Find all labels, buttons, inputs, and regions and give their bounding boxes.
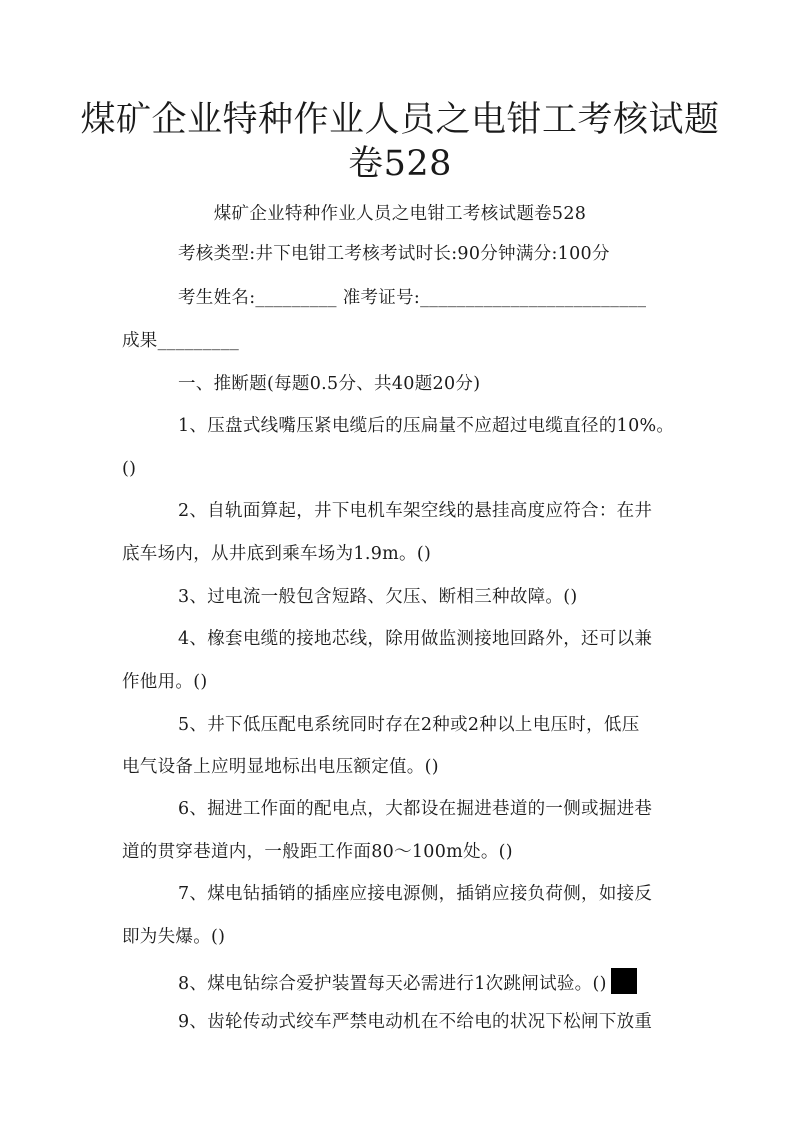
question-3-line1: 3、过电流一般包含短路、欠压、断相三种故障。() bbox=[178, 587, 578, 607]
question-8-text: 8、煤电钻综合爱护装置每天必需进行1次跳闸试验。() bbox=[178, 974, 607, 994]
question-7-line1: 7、煤电钻插销的插座应接电源侧，插销应接负荷侧，如接反 bbox=[178, 884, 653, 904]
question-5-line2: 电气设备上应明显地标出电压额定值。() bbox=[122, 757, 439, 777]
score-line: 成果_________ bbox=[122, 331, 240, 351]
question-4-line2: 作他用。() bbox=[122, 672, 208, 692]
question-6-line1: 6、掘进工作面的配电点，大都设在掘进巷道的一侧或掘进巷 bbox=[178, 799, 653, 819]
question-4-line1: 4、橡套电缆的接地芯线，除用做监测接地回路外，还可以兼 bbox=[178, 629, 653, 649]
question-1-line1: 1、压盘式线嘴压紧电缆后的压扁量不应超过电缆直径的10%。 bbox=[178, 416, 675, 436]
exam-info: 考核类型:井下电钳工考核考试时长:90分钟满分:100分 bbox=[178, 244, 610, 264]
subtitle: 煤矿企业特种作业人员之电钳工考核试题卷528 bbox=[213, 204, 587, 224]
section-heading: 一、推断题(每题0.5分、共40题20分) bbox=[178, 374, 481, 394]
question-1-line2: () bbox=[122, 459, 137, 479]
candidate-line: 考生姓名:_________ 准考证号:_________________________ bbox=[178, 288, 647, 308]
question-7-line2: 即为失爆。() bbox=[122, 927, 226, 947]
question-2-line2: 底车场内，从井底到乘车场为1.9m。() bbox=[122, 544, 432, 564]
question-9-line1: 9、齿轮传动式绞车严禁电动机在不给电的状况下松闸下放重 bbox=[178, 1012, 653, 1032]
document-title-line2: 卷528 bbox=[348, 144, 452, 184]
document-title-line1: 煤矿企业特种作业人员之电钳工考核试题 bbox=[80, 100, 720, 140]
question-2-line1: 2、自轨面算起，井下电机车架空线的悬挂高度应符合：在井 bbox=[178, 501, 653, 521]
redaction-block bbox=[611, 968, 637, 994]
question-8-line1 bbox=[178, 968, 637, 995]
question-6-line2: 道的贯穿巷道内，一般距工作面80～100m处。() bbox=[122, 842, 513, 862]
question-5-line1: 5、井下低压配电系统同时存在2种或2种以上电压时，低压 bbox=[178, 715, 640, 735]
